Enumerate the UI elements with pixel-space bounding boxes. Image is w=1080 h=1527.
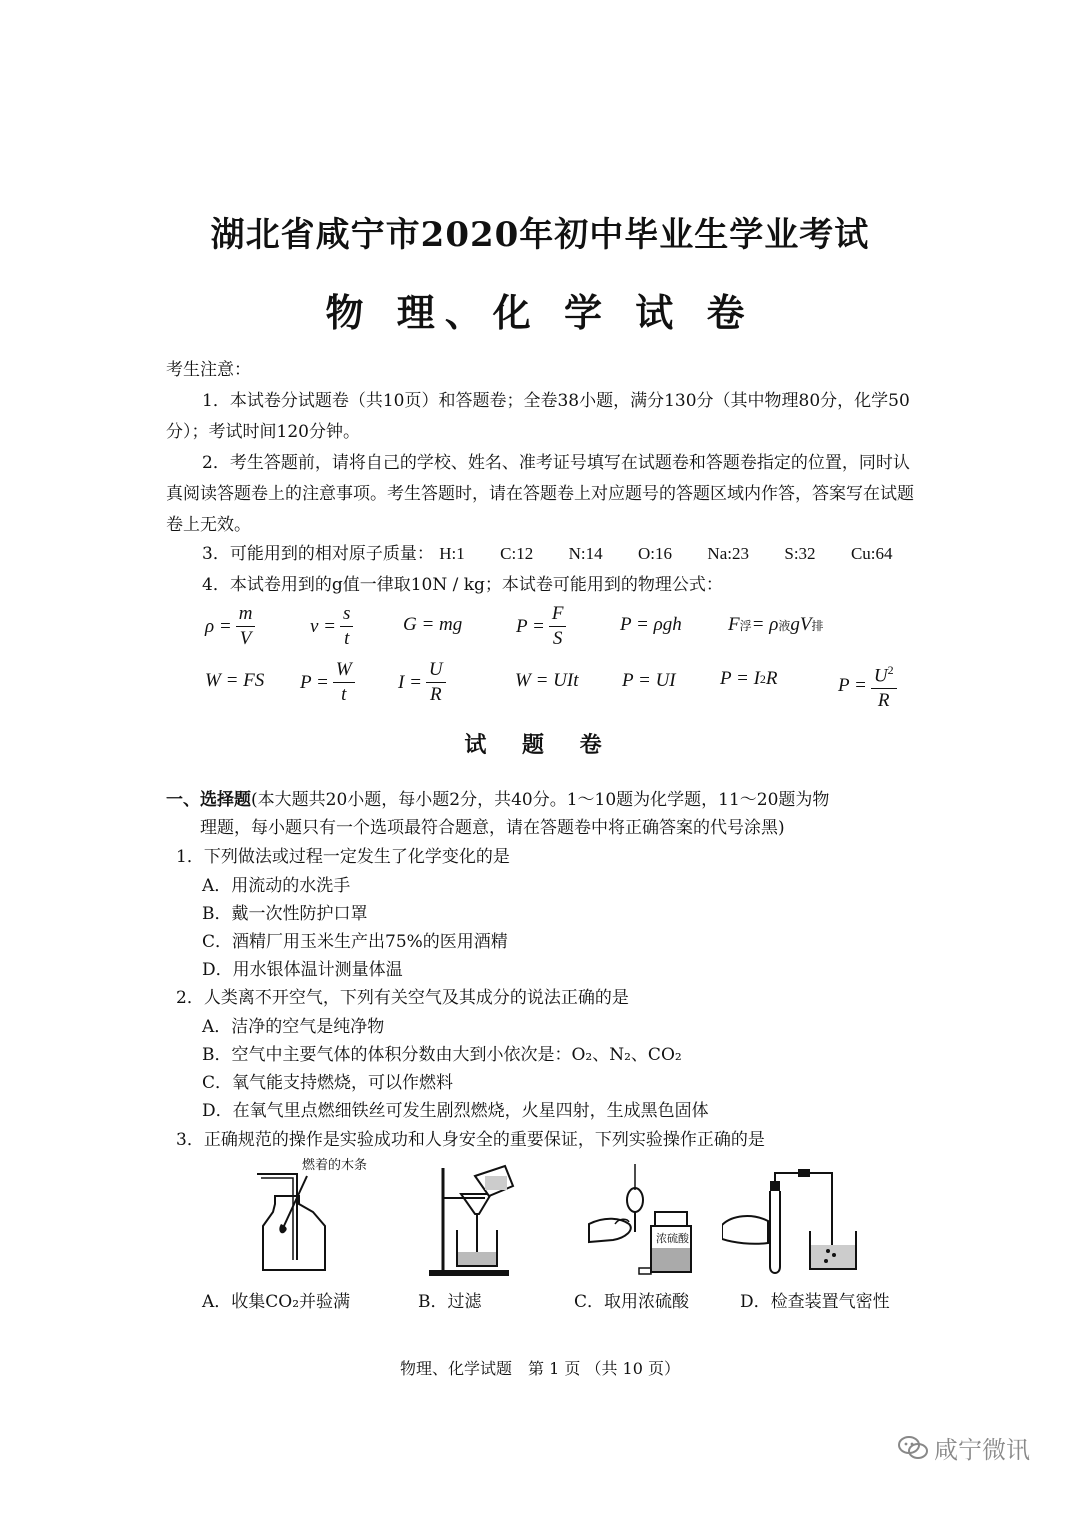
notice-heading: 考生注意： (166, 360, 251, 380)
formula-joule-power: P = I 2 R (720, 668, 778, 689)
question-1-option-b: B．戴一次性防护口罩 (202, 904, 368, 924)
question-3-stem: 3．正确规范的操作是实验成功和人身安全的重要保证，下列实验操作正确的是 (176, 1130, 765, 1150)
formula-liquid-pressure: P = ρgh (620, 614, 682, 635)
mass-n: N:14 (568, 544, 603, 563)
question-2-option-a: A．洁净的空气是纯净物 (202, 1017, 385, 1037)
page-footer: 物理、化学试题 第 1 页 （共 10 页） (400, 1359, 680, 1378)
watermark (898, 1430, 1030, 1465)
mass-o: O:16 (638, 544, 673, 563)
formula-buoyancy: F 浮 = ρ 液 gV 排 (728, 614, 824, 635)
mass-cu: Cu:64 (850, 544, 893, 563)
caption-c: C．取用浓硫酸 (574, 1292, 690, 1312)
mass-h: H:1 (439, 544, 465, 563)
watermark-text: 咸宁微讯 (934, 1436, 1030, 1464)
question-1-stem: 1．下列做法或过程一定发生了化学变化的是 (176, 847, 510, 867)
figure-b-filtration (425, 1162, 530, 1280)
question-1-option-a: A．用流动的水洗手 (202, 876, 351, 896)
formula-work: W = FS (205, 670, 265, 691)
mass-s: S:32 (784, 544, 816, 563)
formula-electric-power: P = UI (622, 670, 676, 691)
formula-ohm: I = $\frac{U}{R}$ (398, 658, 446, 707)
formula-power: P = $\frac{W}{t}$ (300, 658, 355, 707)
question-1-option-d: D．用水银体温计测量体温 (202, 960, 403, 980)
exam-subtitle: 物 理、化 学 试 卷 (325, 290, 755, 335)
caption-d: D．检查装置气密性 (740, 1292, 890, 1312)
question-2-option-b: B．空气中主要气体的体积分数由大到小依次是：O₂、N₂、CO₂ (202, 1045, 682, 1065)
notice-item-1: 1．本试卷分试题卷（共10页）和答题卷；全卷38小题，满分130分（其中物理80分，化学50分）；考试时间120分钟。 (166, 391, 910, 442)
section-title: 试 题 卷 (464, 732, 616, 758)
formula-density: ρ = $\frac{m}{V}$ (205, 602, 255, 651)
mass-c: C:12 (500, 544, 534, 563)
question-2-option-c: C．氧气能支持燃烧，可以作燃料 (202, 1073, 454, 1093)
exam-title: 湖北省咸宁市2020年初中毕业生学业考试 (210, 215, 870, 255)
section-1-intro: 一、选择题(本大题共20小题，每小题2分，共40分。1～10题为化学题，11～20题为物 理题，每小题只有一个选项最符合题意，请在答题卷中将正确答案的代号涂黑) (166, 790, 830, 838)
atomic-masses: 3．可能用到的相对原子质量： H:1 C:12 N:14 O:16 Na:23 S:32 Cu:64 (202, 539, 923, 569)
formula-pressure: P = $\frac{F}{S}$ (516, 602, 566, 651)
figure-d-airtightness (722, 1165, 862, 1280)
question-1-option-c: C．酒精厂用玉米生产出75%的医用酒精 (202, 932, 508, 952)
mass-na: Na:23 (707, 544, 749, 563)
formula-electric-work: W = UIt (515, 670, 579, 691)
notice-item-4: 4．本试卷用到的g值一律取10N / kg；本试卷可能用到的物理公式： (202, 575, 723, 595)
question-2-option-d: D．在氧气里点燃细铁丝可发生剧烈燃烧，火星四射，生成黑色固体 (202, 1101, 709, 1121)
label-conc-sulfuric-acid: 浓硫酸 (656, 1232, 689, 1245)
formula-power-voltage: P = $\frac{U^2}{R}$ (838, 658, 897, 713)
caption-b: B．过滤 (418, 1292, 482, 1312)
wechat-icon (898, 1435, 928, 1461)
caption-a: A．收集CO₂并验满 (202, 1292, 351, 1312)
question-2-stem: 2．人类离不开空气，下列有关空气及其成分的说法正确的是 (176, 988, 629, 1008)
formula-gravity: G = mg (403, 614, 463, 635)
figure-a-co2-collection (245, 1168, 355, 1278)
figure-c-sulfuric-acid (585, 1160, 705, 1285)
notice-item-2: 2．考生答题前，请将自己的学校、姓名、准考证号填写在试题卷和答题卷指定的位置，同时认真阅读答题卷上的注意事项。考生答题时，请在答题卷上对应题号的答题区域内作答，答案写在试题卷上无效。 (166, 453, 914, 535)
formula-velocity: v = $\frac{s}{t}$ (310, 602, 353, 651)
label-burning-stick: 燃着的木条 (302, 1158, 368, 1173)
